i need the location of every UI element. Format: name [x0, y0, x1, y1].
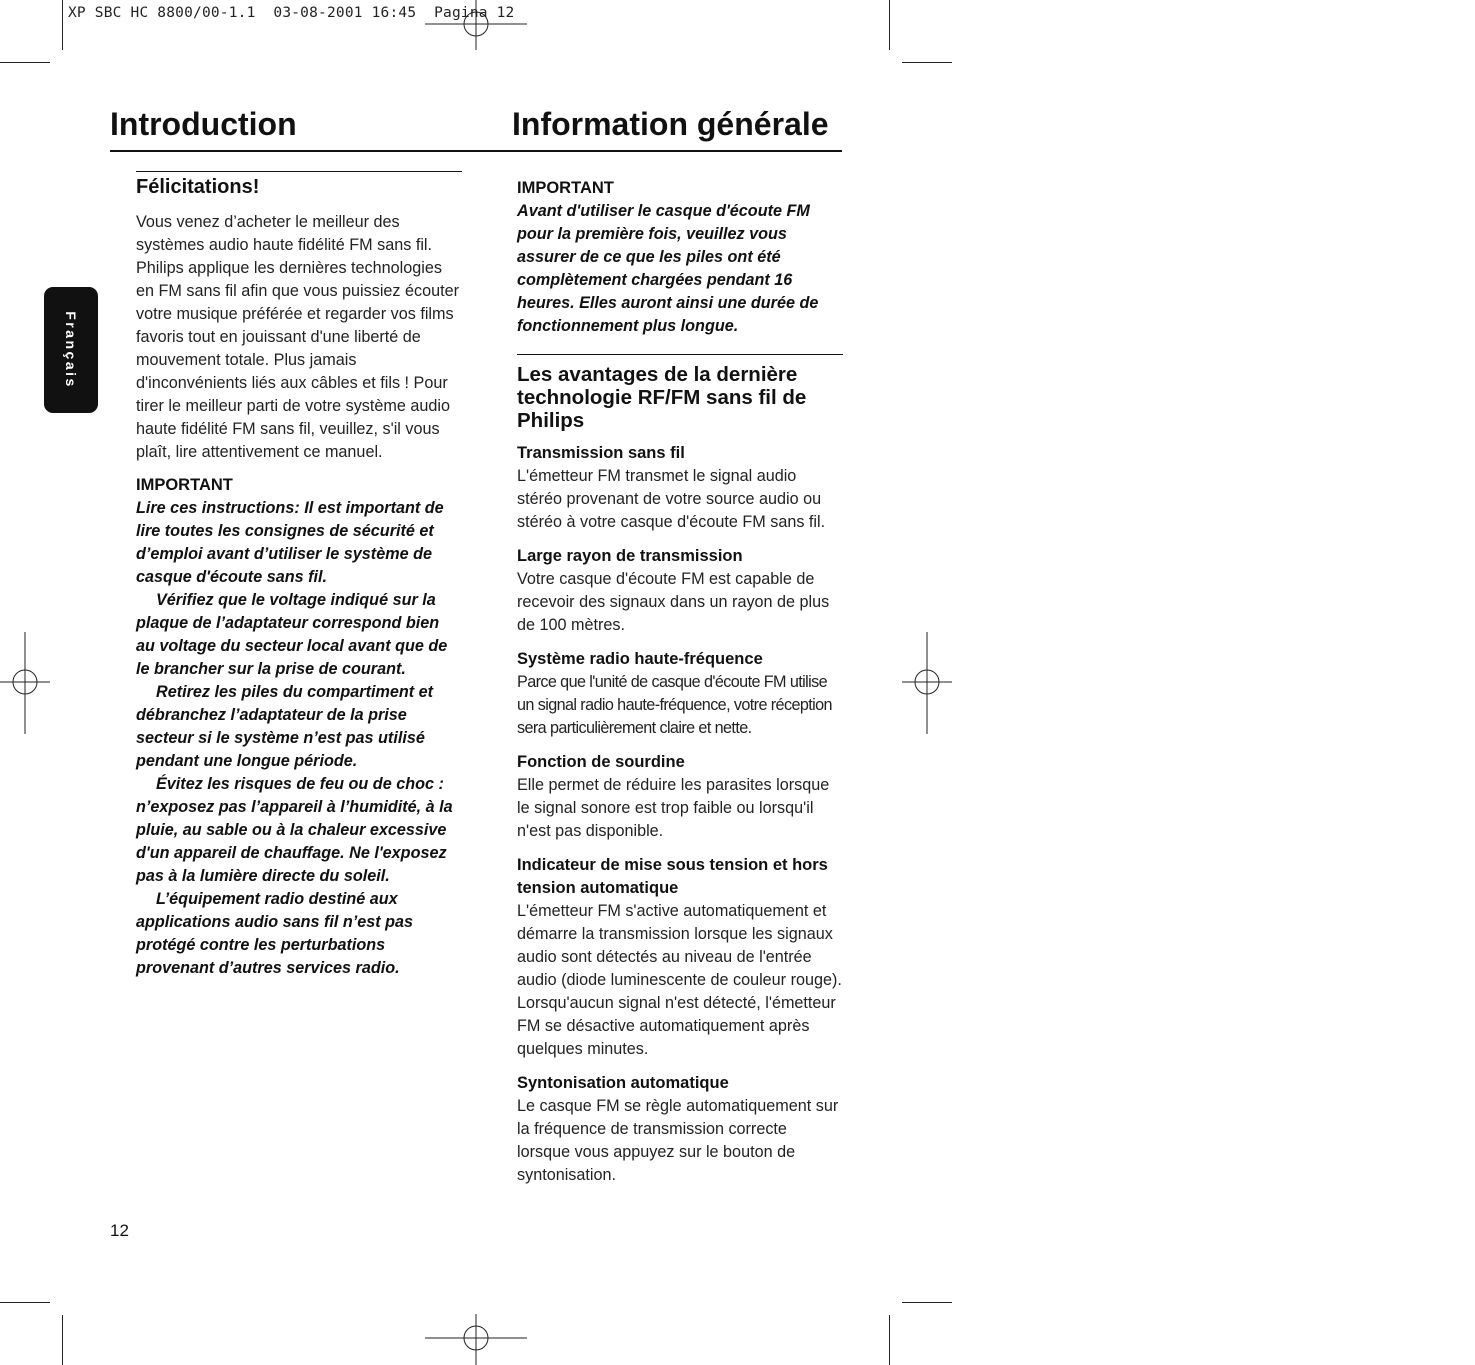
language-tab: [44, 287, 98, 413]
important-label-right: IMPORTANT: [517, 179, 614, 197]
print-header: XP SBC HC 8800/00-1.1 03-08-2001 16:45 Pagina 12: [68, 5, 515, 21]
feature-title: Fonction de sourdine: [517, 753, 685, 771]
registration-mark-top-icon: [425, 0, 527, 50]
section-rule: [136, 171, 462, 172]
intro-paragraph: Vous venez d’acheter le meilleur des systèmes audio haute fidélité FM sans fil. Philips applique les dernières technologies en FM sans fil afin que vous puissiez écouter votre musique préférée et regarder vos films favoris tout en jouissant d'une liberté de mouvement totale. Plus jamais d'inconvénients liés aux câbles et fils ! Pour tirer le meilleur parti de votre système audio haute fidélité FM sans fil, veuillez, s'il vous plaît, lire attentivement ce manuel.: [136, 213, 460, 461]
page-title-left: Introduction: [110, 106, 297, 142]
feature-item: [517, 648, 843, 740]
feature-text: Elle permet de réduire les parasites lorsque le signal sonore est trop faible ou lorsqu'il n'est pas disponible.: [517, 776, 830, 840]
important-paragraph: Retirez les piles du compartiment et débranchez l’adaptateur de la prise secteur si le système n’est pas utilisé pendant une longue période.: [136, 683, 434, 770]
language-tab-label: Français: [63, 311, 79, 389]
feature-item: [517, 854, 843, 1061]
important-paragraph: Lire ces instructions: Il est important de lire toutes les consignes de sécurité et d’emploi avant d’utiliser le système de casque d'écoute sans fil.: [136, 499, 444, 586]
feature-title: Large rayon de transmission: [517, 547, 743, 565]
section-title-advantages: Les avantages de la dernière technologie RF/FM sans fil de Philips: [517, 363, 807, 432]
section-title-felicitations: Félicitations!: [136, 176, 260, 198]
important-paragraph: Évitez les risques de feu ou de choc : n’exposez pas l’appareil à l’humidité, à la pluie, au sable ou à la chaleur excessive d'un appareil de chauffage. Ne l'exposez pas à la lumière directe du soleil.: [136, 775, 453, 885]
registration-mark-right-icon: [902, 632, 952, 734]
important-text-right: Avant d'utiliser le casque d'écoute FM pour la première fois, veuillez vous assurer de ce que les piles ont été complètement chargées pendant 16 heures. Elles auront ainsi une durée de fonctionnement plus longue.: [517, 202, 819, 335]
feature-title: Indicateur de mise sous tension et hors tension automatique: [517, 856, 828, 897]
feature-item: [517, 1072, 843, 1187]
feature-title: Syntonisation automatique: [517, 1074, 729, 1092]
feature-item: [517, 442, 843, 534]
feature-item: [517, 751, 843, 843]
feature-text: Le casque FM se règle automatiquement sur la fréquence de transmission correcte lorsque vous appuyez sur le bouton de syntonisation.: [517, 1097, 839, 1184]
important-label: IMPORTANT: [136, 476, 233, 494]
feature-item: [517, 545, 843, 637]
feature-title: Transmission sans fil: [517, 444, 685, 462]
feature-title: Système radio haute-fréquence: [517, 650, 763, 668]
page-title-right: Information générale: [512, 106, 829, 142]
feature-text: L'émetteur FM s'active automatiquement et démarre la transmission lorsque les signaux audio sont détectés au niveau de l'entrée audio (diode luminescente de couleur rouge). Lorsqu'aucun signal n'est détecté, l'émetteur FM se désactive automatiquement après quelques minutes.: [517, 902, 842, 1058]
section-rule: [517, 354, 843, 355]
registration-mark-bottom-icon: [425, 1314, 527, 1365]
feature-text: Parce que l'unité de casque d'écoute FM utilise un signal radio haute-fréquence, votre réception sera particulièrement claire et nette.: [517, 673, 832, 737]
left-column: [136, 171, 462, 980]
feature-text: Votre casque d'écoute FM est capable de recevoir des signaux dans un rayon de plus de 100 mètres.: [517, 570, 830, 634]
page-number: 12: [110, 1221, 129, 1240]
registration-mark-left-icon: [0, 632, 50, 734]
important-paragraph: Vérifiez que le voltage indiqué sur la plaque de l’adaptateur correspond bien au voltage du secteur local avant que de le brancher sur la prise de courant.: [136, 591, 448, 678]
feature-text: L'émetteur FM transmet le signal audio stéréo provenant de votre source audio ou stéréo à votre casque d'écoute FM sans fil.: [517, 467, 826, 531]
important-paragraph: L’équipement radio destiné aux applications audio sans fil n’est pas protégé contre les perturbations provenant d’autres services radio.: [136, 890, 414, 977]
right-column: [517, 177, 843, 1198]
header-rule: [110, 150, 842, 152]
important-block: [136, 497, 462, 980]
